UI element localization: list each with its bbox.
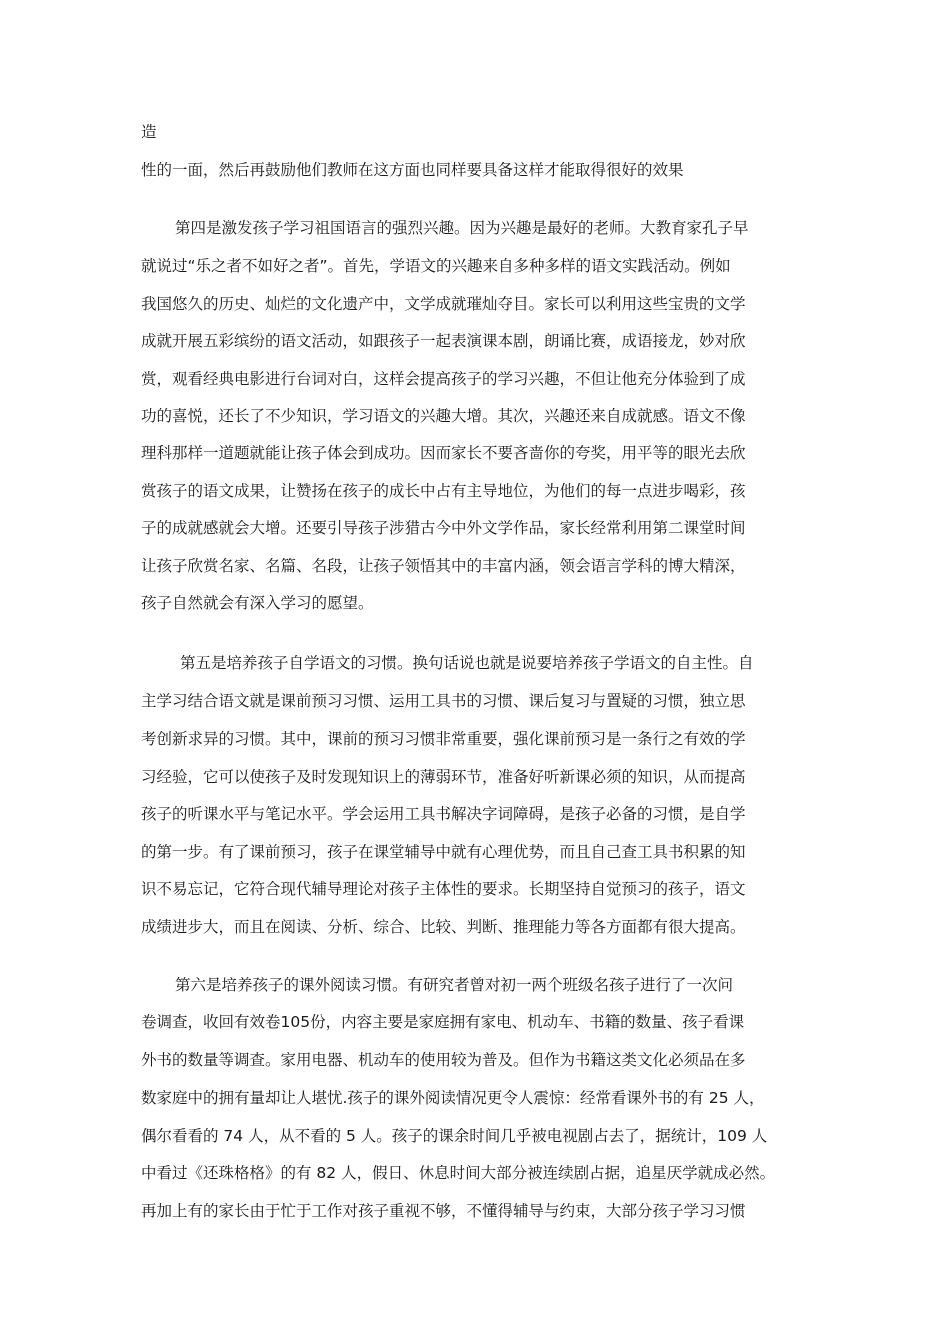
text-line: 偶尔看看的 74 人，从不看的 5 人。孩子的课余时间几乎被电视剧占去了，据统计，109 人 [141, 1127, 768, 1145]
text-line: 的第一步。有了课前预习，孩子在课堂辅导中就有心理优势，而且自己查工具书积累的知 [141, 843, 746, 861]
text-line: 考创新求异的习惯。其中，课前的预习习惯非常重要，强化课前预习是一条行之有效的学 [141, 730, 746, 748]
text-line: 理科那样一道题就能让孩子体会到成功。因而家长不要吝啬你的夸奖，用平等的眼光去欣 [141, 444, 746, 462]
text-line: 造 [141, 123, 157, 141]
paragraph-first-line: 第六是培养孩子的课外阅读习惯。有研究者曾对初一两个班级名孩子进行了一次问 [175, 976, 734, 994]
paragraph-first-line: 第五是培养孩子自学语文的习惯。换句话说也就是说要培养孩子学语文的自主性。自 [180, 654, 754, 672]
text-line: 赏，观看经典电影进行台词对白，这样会提高孩子的学习兴趣，不但让他充分体验到了成 [141, 370, 746, 388]
text-line: 外书的数量等调查。家用电器、机动车的使用较为普及。但作为书籍这类文化必须品在多 [141, 1051, 746, 1069]
text-line: 让孩子欣赏名家、名篇、名段，让孩子领悟其中的丰富内涵，领会语言学科的博大精深， [141, 557, 746, 575]
text-line: 孩子自然就会有深入学习的愿望。 [141, 594, 374, 612]
text-line: 数家庭中的拥有量却让人堪忧.孩子的课外阅读情况更令人震惊：经常看课外书的有 25 人， [141, 1089, 765, 1107]
paragraph-first-line: 第四是激发孩子学习祖国语言的强烈兴趣。因为兴趣是最好的老师。大教育家孔子早 [175, 219, 749, 237]
text-line: 成绩进步大，而且在阅读、分析、综合、比较、判断、推理能力等各方面都有很大提高。 [141, 918, 746, 936]
text-line: 功的喜悦，还长了不少知识，学习语文的兴趣大增。其次，兴趣还来自成就感。语文不像 [141, 407, 746, 425]
text-line: 孩子的听课水平与笔记水平。学会运用工具书解决字词障碍，是孩子必备的习惯，是自学 [141, 805, 746, 823]
text-line: 再加上有的家长由于忙于工作对孩子重视不够，不懂得辅导与约束，大部分孩子学习习惯 [141, 1202, 746, 1220]
text-line: 子的成就感就会大增。还要引导孩子涉猎古今中外文学作品，家长经常利用第二课堂时间 [141, 519, 746, 537]
text-line: 性的一面，然后再鼓励他们教师在这方面也同样要具备这样才能取得很好的效果 [141, 161, 684, 179]
text-line: 我国悠久的历史、灿烂的文化遗产中，文学成就璀灿夺目。家长可以利用这些宝贵的文学 [141, 295, 746, 313]
text-line: 成就开展五彩缤纷的语文活动，如跟孩子一起表演课本剧，朗诵比赛，成语接龙，妙对欣 [141, 332, 746, 350]
text-line: 中看过《还珠格格》的有 82 人，假日、休息时间大部分被连续剧占据，追星厌学就成必然。 [141, 1164, 776, 1182]
text-line: 就说过“乐之者不如好之者”。首先，学语文的兴趣来自多种多样的语文实践活动。例如 [141, 257, 731, 275]
text-line: 卷调查，收回有效卷105份，内容主要是家庭拥有家电、机动车、书籍的数量、孩子看课 [141, 1013, 745, 1031]
text-line: 主学习结合语文就是课前预习习惯、运用工具书的习惯、课后复习与置疑的习惯，独立思 [141, 692, 746, 710]
text-line: 习经验，它可以使孩子及时发现知识上的薄弱环节，准备好听新课必须的知识，从而提高 [141, 768, 746, 786]
text-line: 识不易忘记，它符合现代辅导理论对孩子主体性的要求。长期坚持自觉预习的孩子，语文 [141, 880, 746, 898]
text-line: 赏孩子的语文成果，让赞扬在孩子的成长中占有主导地位，为他们的每一点进步喝彩，孩 [141, 482, 746, 500]
